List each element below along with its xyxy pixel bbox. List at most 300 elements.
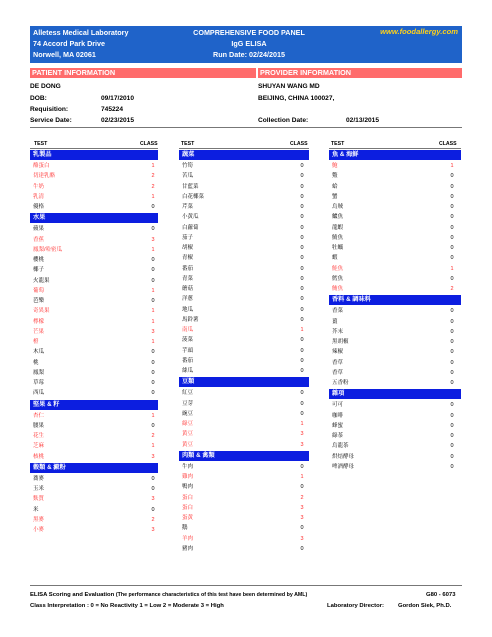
provider-address: BEIJING, CHINA 100027, [258, 95, 335, 102]
food-name: 芭樂 [33, 298, 45, 304]
food-name: 五香粉 [332, 380, 349, 386]
requisition-label: Requisition: [30, 106, 69, 113]
class-value: 3 [300, 431, 304, 438]
class-value: 1 [300, 421, 304, 427]
class-value: 0 [151, 277, 155, 284]
food-name: 綠茶 [332, 433, 344, 439]
result-row [30, 388, 158, 398]
class-value: 0 [151, 349, 155, 356]
class-value: 0 [300, 400, 304, 407]
result-row [179, 253, 309, 263]
food-name: 牛奶 [33, 183, 45, 190]
result-row [30, 161, 158, 171]
result-row [179, 284, 309, 294]
class-value: 0 [300, 255, 304, 262]
category-header: 肉類 & 禽類 [179, 451, 309, 461]
food-name: 櫻桃 [33, 257, 45, 263]
food-name: 木瓜 [33, 349, 45, 356]
food-name: 青菜 [182, 275, 194, 282]
result-row [179, 523, 309, 533]
food-name: 腰果 [33, 422, 45, 429]
lab-header [30, 26, 462, 63]
food-name: 優格 [33, 204, 45, 210]
result-row [179, 503, 309, 513]
class-value: 1 [151, 163, 155, 169]
class-value: 0 [450, 193, 454, 200]
food-name: 蘑菇 [182, 286, 194, 292]
class-value: 0 [300, 296, 304, 303]
result-row [179, 335, 309, 345]
result-row [30, 255, 158, 265]
lab-city: Norwell, MA 02061 [33, 50, 96, 59]
class-value: 0 [450, 308, 454, 315]
food-name: 鮪魚 [332, 286, 344, 292]
result-row [30, 358, 158, 368]
food-name: 豬肉 [182, 545, 194, 552]
result-row [179, 212, 309, 222]
result-row [329, 452, 461, 462]
food-name: 蛤 [332, 183, 338, 190]
result-row [179, 544, 309, 554]
result-row [179, 462, 309, 472]
food-name: 杏仁 [33, 412, 45, 419]
result-row [329, 378, 461, 388]
result-row [329, 441, 461, 451]
food-name: 鵝 [182, 525, 188, 532]
class-value: 0 [300, 286, 304, 292]
result-row [30, 235, 158, 245]
class-value: 0 [300, 183, 304, 190]
class-value: 0 [151, 226, 155, 233]
service-date-value: 02/23/2015 [101, 117, 135, 124]
result-row [179, 325, 309, 335]
result-row [30, 347, 158, 357]
class-value: 0 [450, 275, 454, 282]
food-name: 芝麻 [33, 443, 45, 450]
result-row [179, 315, 309, 325]
col2-test-header: TEST [181, 141, 195, 147]
food-name: 香蕉 [33, 236, 45, 243]
result-row [30, 192, 158, 202]
class-value: 0 [450, 433, 454, 439]
patient-info-bar: PATIENT INFORMATION [30, 68, 256, 78]
class-interpretation: Class Interpretation : 0 = No Reactivity 1 = Low 2 = Moderate 3 = High [30, 603, 224, 609]
col2-header-rule [179, 148, 309, 149]
class-value: 2 [151, 433, 155, 439]
panel-code: G80 - 6073 [426, 592, 456, 598]
food-name: 玉米 [33, 486, 45, 492]
class-value: 0 [300, 484, 304, 491]
result-row [329, 223, 461, 233]
class-value: 0 [450, 453, 454, 460]
result-row [329, 243, 461, 253]
result-row [179, 388, 309, 398]
result-row [329, 253, 461, 263]
collection-date-label: Collection Date: [258, 117, 309, 124]
result-row [329, 400, 461, 410]
result-row [179, 440, 309, 450]
col3-header-rule [329, 148, 461, 149]
food-name: 蘋果 [33, 226, 45, 233]
class-value: 0 [300, 193, 304, 200]
class-value: 0 [450, 369, 454, 376]
result-row [179, 472, 309, 482]
class-value: 0 [300, 337, 304, 344]
result-row [30, 306, 158, 316]
category-header: 堅果 & 籽 [30, 400, 158, 410]
category-header: 水果 [30, 213, 158, 223]
class-value: 1 [450, 265, 454, 272]
class-value: 0 [300, 265, 304, 272]
result-row [329, 264, 461, 274]
class-value: 0 [450, 173, 454, 180]
result-row [329, 202, 461, 212]
food-name: 切達乳酪 [33, 173, 56, 180]
footer-divider [30, 585, 462, 586]
result-row [329, 212, 461, 222]
result-row [30, 484, 158, 494]
class-value: 0 [300, 173, 304, 180]
result-row [329, 317, 461, 327]
col3-test-header: TEST [331, 141, 345, 147]
food-name: 酪蛋白 [33, 163, 50, 169]
provider-info-bar: PROVIDER INFORMATION [258, 68, 462, 78]
result-row [329, 358, 461, 368]
category-header: 豆類 [179, 377, 309, 387]
result-row [179, 513, 309, 523]
food-name: 牛肉 [182, 463, 194, 470]
food-name: 芋頭 [182, 347, 194, 354]
class-value: 0 [300, 545, 304, 552]
food-name: 烘焙酵母 [332, 453, 355, 460]
class-value: 1 [151, 412, 155, 419]
lab-address: 74 Accord Park Drive [33, 39, 106, 48]
food-name: 辣椒 [332, 349, 344, 356]
result-row [179, 274, 309, 284]
class-value: 0 [450, 255, 454, 262]
result-row [179, 346, 309, 356]
class-value: 0 [450, 224, 454, 231]
food-name: 紅豆 [182, 390, 194, 397]
class-value: 2 [151, 183, 155, 190]
class-value: 0 [300, 316, 304, 323]
food-name: 米 [33, 506, 39, 513]
food-name: 黃豆 [182, 431, 194, 438]
result-row [30, 202, 158, 212]
result-row [30, 368, 158, 378]
director-label: Laboratory Director: [327, 603, 384, 609]
food-name: 黃豆 [182, 441, 194, 448]
food-name: 菠菜 [182, 337, 194, 344]
food-name: 鯖魚 [332, 234, 344, 241]
food-name: 蝦 [332, 255, 338, 262]
director-name: Gordon Siek, Ph.D. [398, 603, 452, 609]
food-name: 絲瓜 [182, 368, 194, 374]
requisition-value: 745224 [101, 106, 124, 113]
food-name: 火龍果 [33, 277, 50, 284]
class-value: 0 [300, 463, 304, 470]
class-value: 3 [300, 535, 304, 542]
class-value: 1 [151, 246, 155, 253]
result-row [179, 356, 309, 366]
scoring-line [30, 591, 307, 599]
food-name: 豆芽 [182, 400, 194, 407]
class-value: 0 [450, 443, 454, 450]
class-value: 0 [450, 380, 454, 386]
class-value: 1 [151, 443, 155, 450]
food-name: 竹筍 [182, 163, 194, 169]
class-value: 0 [450, 402, 454, 409]
food-name: 蜂蜜 [332, 422, 344, 429]
food-name: 麩質 [33, 496, 45, 503]
food-name: 鱸魚 [332, 214, 344, 221]
collection-date-value: 02/13/2015 [346, 117, 380, 124]
food-name: 豌豆 [182, 410, 194, 417]
result-row [179, 419, 309, 429]
result-row [30, 494, 158, 504]
result-row [30, 286, 158, 296]
class-value: 3 [151, 527, 155, 533]
result-row [179, 223, 309, 233]
food-name: 鱉 [332, 173, 338, 180]
food-name: 橙 [33, 339, 39, 345]
food-name: 綠豆 [182, 421, 194, 427]
result-row [179, 399, 309, 409]
food-name: 乳清 [33, 193, 45, 200]
result-row [329, 306, 461, 316]
food-name: 薑 [332, 318, 338, 325]
class-value: 0 [450, 412, 454, 419]
class-value: 1 [151, 193, 155, 200]
run-date: Run Date: 02/24/2015 [213, 50, 285, 59]
food-name: 白蘿蔔 [182, 224, 199, 231]
result-row [30, 515, 158, 525]
food-name: 地瓜 [182, 306, 194, 313]
report-title: COMPREHENSIVE FOOD PANEL [193, 28, 305, 37]
food-name: 桃 [33, 359, 39, 366]
food-name: 蛋白 [182, 494, 194, 501]
class-value: 1 [151, 308, 155, 315]
result-row [179, 493, 309, 503]
food-name: 核桃 [33, 453, 45, 460]
class-value: 0 [450, 349, 454, 356]
food-name: 南瓜 [182, 327, 194, 333]
result-row [30, 317, 158, 327]
class-value: 0 [300, 234, 304, 241]
class-value: 2 [300, 494, 304, 501]
result-row [329, 421, 461, 431]
class-value: 0 [151, 475, 155, 482]
food-name: 小麥 [33, 527, 45, 533]
result-row [30, 337, 158, 347]
result-row [30, 276, 158, 286]
food-name: 烏龍茶 [332, 443, 349, 450]
food-name: 洋蔥 [182, 296, 194, 303]
category-header: 穀類 & 澱粉 [30, 463, 158, 473]
food-name: 青椒 [182, 255, 194, 262]
food-name: 烏賊 [332, 204, 344, 210]
dob-value: 09/17/2010 [101, 95, 135, 102]
category-header: 魚 & 海鮮 [329, 150, 461, 160]
result-row [179, 294, 309, 304]
food-name: 馬鈴薯 [182, 316, 199, 323]
result-row [329, 368, 461, 378]
class-value: 0 [300, 224, 304, 231]
food-name: 茄子 [182, 234, 194, 241]
result-row [329, 347, 461, 357]
class-value: 0 [450, 204, 454, 210]
class-value: 2 [151, 173, 155, 180]
food-name: 芒果 [33, 328, 45, 335]
lab-name: Alletess Medical Laboratory [33, 28, 129, 37]
result-row [30, 296, 158, 306]
food-name: 龍蝦 [332, 224, 344, 231]
class-value: 0 [151, 380, 155, 386]
result-row [30, 327, 158, 337]
class-value: 0 [450, 183, 454, 190]
class-value: 0 [300, 390, 304, 397]
class-value: 0 [151, 390, 155, 397]
class-value: 2 [151, 516, 155, 523]
result-row [30, 378, 158, 388]
result-row [329, 274, 461, 284]
result-row [329, 462, 461, 472]
food-name: 白花椰菜 [182, 193, 205, 200]
class-value: 0 [151, 506, 155, 513]
class-value: 0 [151, 257, 155, 263]
class-value: 0 [151, 486, 155, 492]
class-value: 0 [450, 463, 454, 470]
provider-name: SHUYAN WANG MD [258, 83, 320, 90]
result-row [30, 182, 158, 192]
food-name: 葡萄 [33, 287, 45, 294]
food-name: 鳳梨/哈密瓜 [33, 246, 63, 253]
class-value: 0 [151, 267, 155, 274]
food-name: 蛋黃 [182, 515, 194, 521]
result-row [329, 182, 461, 192]
result-row [179, 305, 309, 315]
class-value: 3 [300, 515, 304, 521]
class-value: 0 [151, 422, 155, 429]
class-value: 0 [450, 422, 454, 429]
food-name: 香菜 [332, 308, 344, 315]
result-row [179, 429, 309, 439]
website-link[interactable]: www.foodallergy.com [380, 27, 458, 36]
class-value: 0 [450, 318, 454, 325]
class-value: 3 [151, 236, 155, 243]
category-header: 香料 & 調味料 [329, 295, 461, 305]
result-row [30, 474, 158, 484]
category-header: 蔬菜 [179, 150, 309, 160]
class-value: 1 [300, 474, 304, 480]
class-value: 0 [450, 328, 454, 335]
food-name: 奇異果 [33, 308, 50, 315]
result-row [179, 366, 309, 376]
food-name: 草莓 [33, 380, 45, 386]
class-value: 1 [450, 163, 454, 169]
col3-class-header: CLASS [439, 141, 457, 147]
class-value: 3 [151, 328, 155, 335]
report-subtitle: IgG ELISA [231, 39, 267, 48]
class-value: 0 [300, 204, 304, 210]
class-value: 0 [450, 234, 454, 241]
result-row [329, 233, 461, 243]
food-name: 雞肉 [182, 474, 194, 480]
result-row [179, 409, 309, 419]
food-name: 花生 [33, 433, 45, 439]
result-row [179, 482, 309, 492]
result-row [179, 243, 309, 253]
result-row [329, 171, 461, 181]
category-header: 乳製品 [30, 150, 158, 160]
category-header: 雜項 [329, 389, 461, 399]
class-value: 3 [300, 504, 304, 511]
class-value: 3 [151, 496, 155, 503]
class-value: 1 [151, 287, 155, 294]
food-name: 黑麥 [33, 516, 45, 523]
result-row [179, 534, 309, 544]
scoring-title: ELISA Scoring and Evaluation [30, 592, 115, 598]
food-name: 鳳梨 [33, 369, 45, 376]
food-name: 鮑 [332, 163, 338, 169]
food-name: 可可 [332, 402, 344, 409]
class-value: 1 [151, 339, 155, 345]
class-value: 3 [151, 453, 155, 460]
class-value: 0 [300, 245, 304, 251]
food-name: 小黃瓜 [182, 214, 199, 221]
scoring-note: (The performance characteristics of this test have been determined by AML) [115, 592, 308, 598]
class-value: 0 [300, 410, 304, 417]
food-name: 鴨肉 [182, 484, 194, 491]
result-row [179, 161, 309, 171]
result-row [30, 431, 158, 441]
result-row [30, 171, 158, 181]
result-row [329, 411, 461, 421]
food-name: 芥末 [332, 328, 344, 335]
food-name: 羊肉 [182, 535, 194, 542]
class-value: 0 [151, 369, 155, 376]
col1-header-rule [30, 148, 158, 149]
class-value: 0 [300, 347, 304, 354]
class-value: 0 [300, 525, 304, 532]
service-date-label: Service Date: [30, 117, 72, 124]
col1-test-header: TEST [34, 141, 48, 147]
result-row [179, 171, 309, 181]
class-value: 3 [300, 441, 304, 448]
class-value: 0 [450, 245, 454, 251]
food-name: 蟹 [332, 193, 338, 200]
class-value: 0 [450, 339, 454, 345]
result-row [30, 411, 158, 421]
result-row [179, 192, 309, 202]
result-row [329, 337, 461, 347]
result-row [30, 224, 158, 234]
food-name: 番茄 [182, 265, 194, 272]
food-name: 鮭魚 [332, 265, 344, 272]
food-name: 咖啡 [332, 412, 344, 419]
class-value: 1 [151, 318, 155, 325]
result-row [179, 233, 309, 243]
class-value: 1 [300, 327, 304, 333]
food-name: 牡蠣 [332, 245, 344, 251]
class-value: 0 [151, 298, 155, 304]
result-row [329, 327, 461, 337]
result-row [179, 202, 309, 212]
food-name: 香草 [332, 369, 344, 376]
food-name: 啤酒酵母 [332, 463, 355, 470]
class-value: 0 [151, 204, 155, 210]
class-value: 0 [300, 163, 304, 169]
